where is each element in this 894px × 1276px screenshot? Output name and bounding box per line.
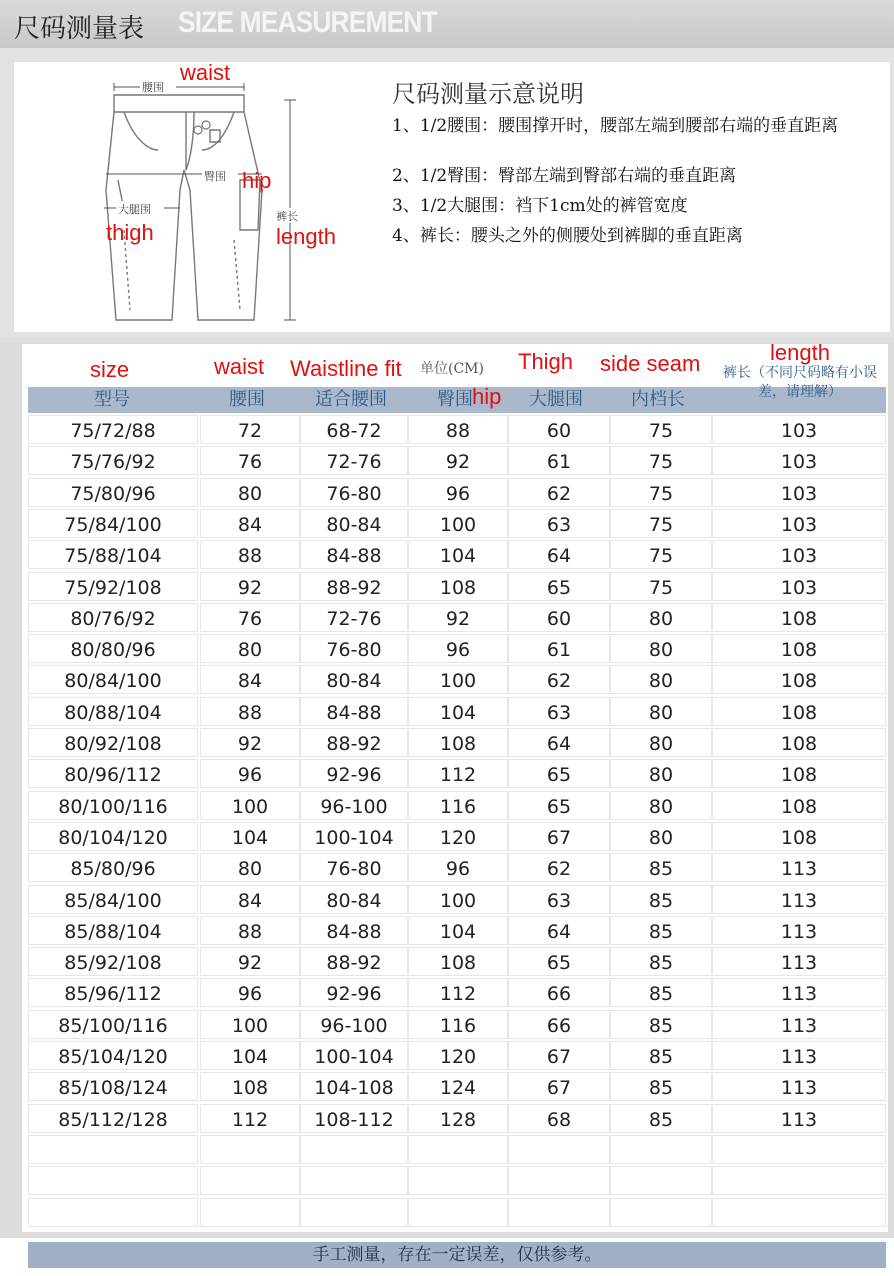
table-cell: 65	[508, 947, 610, 976]
title-cn: 尺码测量表	[14, 14, 145, 44]
instruction-1: 1、1/2腰围：腰围撑开时，腰部左端到腰部右端的垂直距离	[392, 116, 839, 136]
table-cell: 96	[200, 978, 300, 1007]
table-cell: 85	[610, 1104, 712, 1133]
table-cell: 80/92/108	[28, 728, 198, 757]
instruction-2: 2、1/2臀围：臀部左端到臀部右端的垂直距离	[392, 166, 737, 186]
table-cell: 96	[408, 478, 508, 507]
instructions-title: 尺码测量示意说明	[392, 80, 584, 108]
table-cell	[712, 1135, 886, 1164]
table-cell	[200, 1166, 300, 1195]
table-cell: 108	[712, 728, 886, 757]
table-cell: 85/92/108	[28, 947, 198, 976]
table-cell: 104-108	[300, 1072, 408, 1101]
table-cell: 76	[200, 446, 300, 475]
table-cell: 63	[508, 697, 610, 726]
table-cell: 85	[610, 1072, 712, 1101]
table-cell: 85/80/96	[28, 853, 198, 882]
header-inseam: 内档长	[631, 389, 685, 410]
table-cell: 75	[610, 572, 712, 601]
table-cell: 92-96	[300, 978, 408, 1007]
table-cell: 75/72/88	[28, 415, 198, 444]
annot-waistline-fit: Waistline fit	[290, 356, 402, 381]
table-cell: 108	[408, 728, 508, 757]
table-cell: 84	[200, 665, 300, 694]
table-cell	[300, 1198, 408, 1227]
table-cell: 80	[200, 853, 300, 882]
table-cell: 75	[610, 478, 712, 507]
diagram-waist-label: 腰围	[142, 81, 164, 94]
table-cell: 64	[508, 728, 610, 757]
table-cell	[408, 1166, 508, 1195]
table-cell: 92-96	[300, 759, 408, 788]
table-cell: 76	[200, 603, 300, 632]
table-cell: 112	[408, 759, 508, 788]
header-hip: 臀围	[437, 389, 473, 410]
table-cell	[300, 1166, 408, 1195]
table-cell: 75/92/108	[28, 572, 198, 601]
table-cell: 67	[508, 822, 610, 851]
table-cell: 65	[508, 791, 610, 820]
table-cell: 80-84	[300, 665, 408, 694]
table-cell: 113	[712, 947, 886, 976]
table-cell	[712, 1166, 886, 1195]
table-cell	[28, 1166, 198, 1195]
table-cell	[408, 1135, 508, 1164]
table-cell: 62	[508, 853, 610, 882]
table-cell: 113	[712, 978, 886, 1007]
table-cell: 85	[610, 978, 712, 1007]
table-cell: 75/84/100	[28, 509, 198, 538]
table-cell: 75	[610, 446, 712, 475]
annot-hip-col: hip	[472, 384, 502, 409]
table-cell: 100	[408, 509, 508, 538]
table-cell: 80/104/120	[28, 822, 198, 851]
table-cell: 85	[610, 853, 712, 882]
table-cell: 84	[200, 885, 300, 914]
table-cell: 60	[508, 415, 610, 444]
diagram-thigh-label: 大腿围	[118, 203, 151, 216]
table-cell: 84-88	[300, 916, 408, 945]
table-cell: 88	[200, 540, 300, 569]
title-en: SIZE MEASUREMENT	[178, 6, 437, 39]
table-cell: 100	[200, 1010, 300, 1039]
table-cell: 85/88/104	[28, 916, 198, 945]
table-cell: 85/84/100	[28, 885, 198, 914]
table-cell: 128	[408, 1104, 508, 1133]
table-cell: 75	[610, 415, 712, 444]
table-cell: 80	[610, 791, 712, 820]
table-cell: 64	[508, 916, 610, 945]
table-cell: 80	[610, 728, 712, 757]
table-cell: 76-80	[300, 853, 408, 882]
table-cell	[200, 1135, 300, 1164]
table-cell: 104	[408, 540, 508, 569]
table-cell: 72-76	[300, 603, 408, 632]
table-cell: 100-104	[300, 822, 408, 851]
table-cell: 104	[200, 1041, 300, 1070]
table-cell: 108	[712, 603, 886, 632]
header-thigh: 大腿围	[529, 389, 583, 410]
table-cell: 108-112	[300, 1104, 408, 1133]
table-cell: 84	[200, 509, 300, 538]
table-cell: 65	[508, 572, 610, 601]
header-waist-fit: 适合腰围	[315, 389, 387, 410]
table-cell: 72	[200, 415, 300, 444]
diagram-hip-label: 臀围	[204, 170, 226, 183]
table-cell: 80	[610, 634, 712, 663]
table-cell: 104	[408, 916, 508, 945]
table-cell: 92	[408, 603, 508, 632]
table-cell: 85	[610, 916, 712, 945]
header-size: 型号	[94, 389, 130, 410]
table-cell	[610, 1198, 712, 1227]
table-cell: 96	[408, 634, 508, 663]
table-cell: 92	[200, 728, 300, 757]
table-cell: 80/96/112	[28, 759, 198, 788]
table-cell: 80	[200, 634, 300, 663]
instruction-3: 3、1/2大腿围：裆下1cm处的裤管宽度	[392, 196, 688, 216]
table-cell	[200, 1198, 300, 1227]
table-cell: 84-88	[300, 697, 408, 726]
table-cell: 80	[610, 822, 712, 851]
table-cell: 103	[712, 446, 886, 475]
pants-diagram	[94, 70, 364, 330]
table-cell: 113	[712, 916, 886, 945]
table-cell: 92	[200, 572, 300, 601]
table-cell: 108	[712, 759, 886, 788]
table-cell: 76-80	[300, 634, 408, 663]
table-cell: 75/80/96	[28, 478, 198, 507]
table-cell: 92	[408, 446, 508, 475]
table-cell: 88	[200, 916, 300, 945]
table-cell: 113	[712, 885, 886, 914]
table-cell: 108	[712, 791, 886, 820]
table-cell: 65	[508, 759, 610, 788]
table-cell: 108	[712, 822, 886, 851]
table-cell: 66	[508, 978, 610, 1007]
page-header	[0, 0, 894, 48]
table-cell: 80-84	[300, 885, 408, 914]
table-cell: 116	[408, 791, 508, 820]
table-cell: 80	[200, 478, 300, 507]
table-cell: 85/112/128	[28, 1104, 198, 1133]
table-cell: 96-100	[300, 1010, 408, 1039]
annot-side-seam: side seam	[600, 351, 701, 376]
annot-length-col: length	[770, 340, 830, 365]
table-cell: 80/84/100	[28, 665, 198, 694]
table-cell: 100	[408, 665, 508, 694]
table-cell: 116	[408, 1010, 508, 1039]
table-cell: 85	[610, 885, 712, 914]
annot-waist: waist	[180, 60, 231, 85]
table-cell: 63	[508, 509, 610, 538]
table-cell: 112	[200, 1104, 300, 1133]
table-cell: 85/104/120	[28, 1041, 198, 1070]
instruction-4: 4、裤长：腰头之外的侧腰处到裤脚的垂直距离	[392, 226, 743, 246]
annot-waist-col: waist	[214, 354, 265, 379]
table-cell: 108	[712, 665, 886, 694]
table-cell	[712, 1198, 886, 1227]
table-cell	[610, 1135, 712, 1164]
table-cell: 103	[712, 540, 886, 569]
table-cell: 113	[712, 853, 886, 882]
table-cell: 100	[200, 791, 300, 820]
table-cell: 60	[508, 603, 610, 632]
table-cell: 103	[712, 415, 886, 444]
annot-thigh: thigh	[106, 220, 154, 245]
table-cell: 124	[408, 1072, 508, 1101]
table-cell: 80	[610, 697, 712, 726]
table-cell: 113	[712, 1104, 886, 1133]
table-cell: 85	[610, 1010, 712, 1039]
table-cell: 96	[408, 853, 508, 882]
table-cell: 76-80	[300, 478, 408, 507]
table-cell: 103	[712, 478, 886, 507]
table-cell: 108	[408, 947, 508, 976]
table-cell: 113	[712, 1041, 886, 1070]
table-cell	[28, 1135, 198, 1164]
table-cell	[610, 1166, 712, 1195]
table-cell: 108	[712, 634, 886, 663]
table-cell: 63	[508, 885, 610, 914]
table-cell: 75	[610, 540, 712, 569]
table-cell: 80-84	[300, 509, 408, 538]
table-cell: 108	[408, 572, 508, 601]
table-cell: 85	[610, 1041, 712, 1070]
header-length: 裤长（不同尺码略有小误差，请理解）	[723, 365, 877, 400]
annot-thigh-col: Thigh	[518, 349, 574, 374]
table-cell	[28, 1198, 198, 1227]
table-cell: 92	[200, 947, 300, 976]
table-cell: 108	[200, 1072, 300, 1101]
table-cell: 68	[508, 1104, 610, 1133]
table-cell: 113	[712, 1072, 886, 1101]
table-cell: 61	[508, 634, 610, 663]
annot-size: size	[90, 357, 130, 382]
table-cell: 100	[408, 885, 508, 914]
table-cell: 80/100/116	[28, 791, 198, 820]
annot-hip: hip	[242, 168, 272, 193]
diagram-length-label: 裤长	[276, 210, 298, 223]
table-cell: 66	[508, 1010, 610, 1039]
table-cell: 61	[508, 446, 610, 475]
table-cell	[408, 1198, 508, 1227]
header-waist: 腰围	[229, 389, 265, 410]
table-cell: 62	[508, 665, 610, 694]
table-cell: 96	[200, 759, 300, 788]
table-cell: 75	[610, 509, 712, 538]
table-cell: 64	[508, 540, 610, 569]
table-cell	[300, 1135, 408, 1164]
table-cell: 68-72	[300, 415, 408, 444]
table-cell	[508, 1166, 610, 1195]
table-cell: 96-100	[300, 791, 408, 820]
table-cell: 88	[200, 697, 300, 726]
table-cell: 80	[610, 759, 712, 788]
table-cell: 67	[508, 1041, 610, 1070]
table-cell: 120	[408, 822, 508, 851]
table-cell: 108	[712, 697, 886, 726]
table-cell: 72-76	[300, 446, 408, 475]
table-cell: 75/76/92	[28, 446, 198, 475]
annot-length: length	[276, 224, 336, 249]
table-cell	[508, 1135, 610, 1164]
table-cell: 80	[610, 665, 712, 694]
table-cell: 75/88/104	[28, 540, 198, 569]
table-cell: 85/108/124	[28, 1072, 198, 1101]
table-cell: 80	[610, 603, 712, 632]
table-cell: 100-104	[300, 1041, 408, 1070]
table-cell: 103	[712, 509, 886, 538]
table-cell: 104	[200, 822, 300, 851]
table-cell: 85/100/116	[28, 1010, 198, 1039]
unit-label: 单位(CM)	[420, 361, 484, 377]
table-cell: 85	[610, 947, 712, 976]
table-cell: 120	[408, 1041, 508, 1070]
table-cell: 88-92	[300, 572, 408, 601]
table-cell: 88	[408, 415, 508, 444]
table-cell: 84-88	[300, 540, 408, 569]
table-cell	[508, 1198, 610, 1227]
table-cell: 112	[408, 978, 508, 1007]
footer-note: 手工测量，存在一定误差，仅供参考。	[28, 1242, 886, 1268]
table-cell: 113	[712, 1010, 886, 1039]
table-cell: 103	[712, 572, 886, 601]
table-cell: 80/80/96	[28, 634, 198, 663]
table-cell: 88-92	[300, 728, 408, 757]
table-cell: 88-92	[300, 947, 408, 976]
table-cell: 67	[508, 1072, 610, 1101]
table-cell: 85/96/112	[28, 978, 198, 1007]
table-cell: 80/88/104	[28, 697, 198, 726]
table-cell: 104	[408, 697, 508, 726]
table-cell: 80/76/92	[28, 603, 198, 632]
table-cell: 62	[508, 478, 610, 507]
